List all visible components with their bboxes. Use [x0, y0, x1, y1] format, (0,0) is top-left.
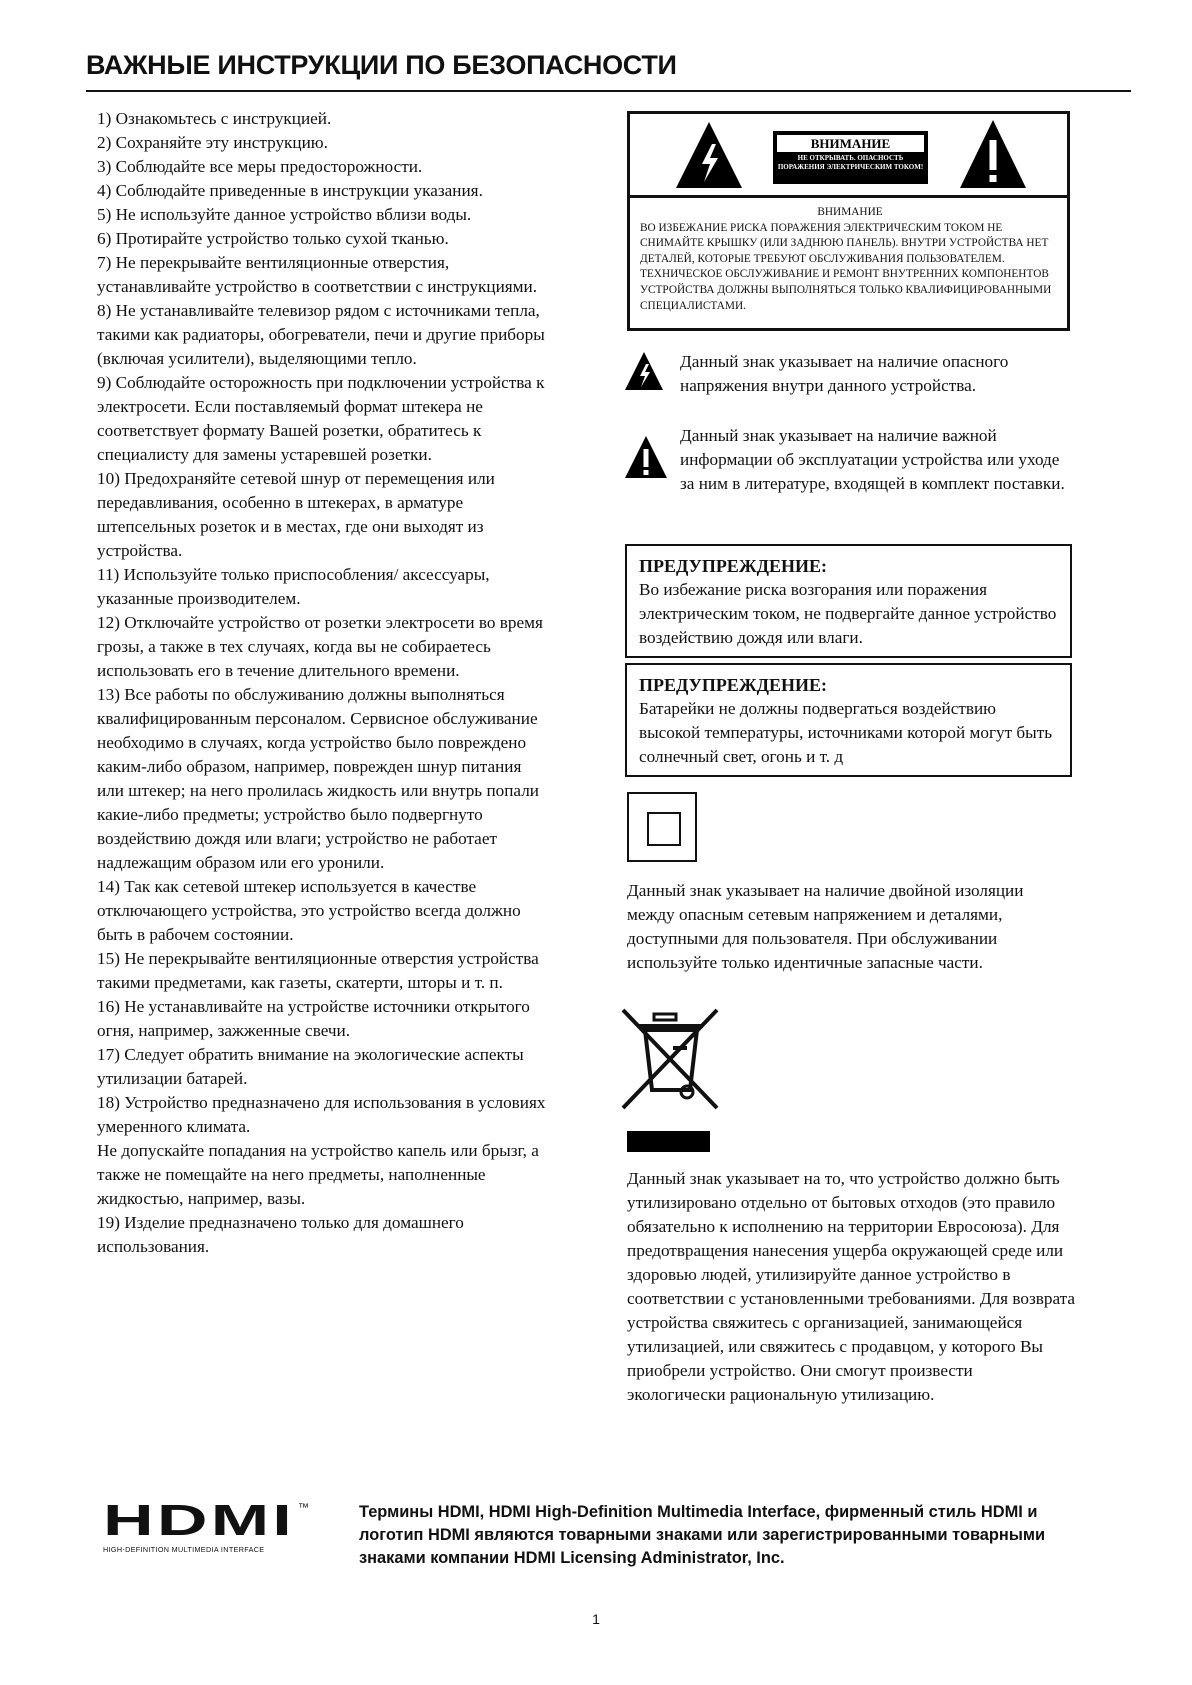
hdmi-tagline: HIGH-DEFINITION MULTIMEDIA INTERFACE: [103, 1545, 265, 1554]
caution-heading: ВНИМАНИЕ: [817, 206, 883, 218]
instruction-item: Не допускайте попадания на устройство капель или брызг, а также не помещайте на него предметы, наполненные жидкостью, например, вазы.: [97, 1141, 539, 1208]
instruction-item: 4) Соблюдайте приведенные в инструкции указания.: [97, 181, 483, 200]
page-number: 1: [592, 1611, 600, 1627]
instruction-item: 3) Соблюдайте все меры предосторожности.: [97, 157, 423, 176]
instructions-list: [97, 107, 552, 1259]
instruction-item: 2) Сохраняйте эту инструкцию.: [97, 133, 328, 152]
weee-bar: [627, 1131, 710, 1152]
hdmi-trademark-note: Термины HDMI, HDMI High-Definition Multimedia Interface, фирменный стиль HDMI и логотип HDMI являются товарными знаками или зарегистрированными товарными знаками компании HDMI Licensing Administrator, Inc.: [359, 1503, 1046, 1567]
warning-box-moisture: [625, 544, 1072, 658]
double-insulation-text: Данный знак указывает на наличие двойной изоляции между опасным сетевым напряжением и деталями, доступными для пользователя. При обслуживании используйте только идентичные запасные части.: [627, 881, 1024, 972]
hdmi-logo: [103, 1499, 313, 1539]
caution-label: [773, 131, 928, 184]
caution-panel-header: [630, 114, 1067, 198]
lightning-warning-icon: [623, 350, 665, 392]
warning-text: Во избежание риска возгорания или поражения электрическим током, не подвергайте данное устройство воздействию дождя или влаги.: [639, 580, 1057, 647]
instruction-item: 15) Не перекрывайте вентиляционные отверстия устройства такими предметами, как газеты, скатерти, шторы и т. п.: [97, 949, 539, 992]
caution-body: ВО ИЗБЕЖАНИЕ РИСКА ПОРАЖЕНИЯ ЭЛЕКТРИЧЕСКИМ ТОКОМ НЕ СНИМАЙТЕ КРЫШКУ (ИЛИ ЗАДНЮЮ ПАНЕЛЬ). ВНУТРИ УСТРОЙСТВА НЕТ ДЕТАЛЕЙ, КОТОРЫЕ ТРЕБУЮТ ОБСЛУЖИВАНИЯ ПОЛЬЗОВАТЕЛЕМ. ТЕХНИЧЕСКОЕ ОБСЛУЖИВАНИЕ И РЕМОНТ ВНУТРЕННИХ КОМПОНЕНТОВ УСТРОЙСТВА ДОЛЖНЫ ВЫПОЛНЯТЬСЯ ТОЛЬКО КВАЛИФИЦИРОВАННЫМИ СПЕЦИАЛИСТАМИ.: [640, 221, 1052, 312]
instruction-item: 8) Не устанавливайте телевизор рядом с источниками тепла, такими как радиаторы, обогреватели, печи и другие приборы (включая усилители), выделяющими тепло.: [97, 301, 545, 368]
double-insulation-icon: [627, 792, 697, 862]
instruction-item: 10) Предохраняйте сетевой шнур от перемещения или передавливания, особенно в штекерах, в арматуре штепсельных розеток и в местах, где они выходят из устройства.: [97, 469, 495, 560]
instruction-item: 9) Соблюдайте осторожность при подключении устройства к электросети. Если поставляемый формат штекера не соответствует формату Вашей розетки, обратитесь к специалисту для замены устаревшей розетки.: [97, 373, 545, 464]
instruction-item: 1) Ознакомьтесь с инструкцией.: [97, 109, 332, 128]
caution-text: [640, 205, 1060, 314]
info-symbol-text: Данный знак указывает на наличие важной информации об эксплуатации устройства или уходе за ним в литературе, входящей в комплект поставки.: [680, 426, 1065, 493]
crossed-bin-icon: [617, 1004, 725, 1114]
caution-panel: [627, 111, 1070, 331]
instruction-item: 11) Используйте только приспособления/ аксессуары, указанные производителем.: [97, 565, 490, 608]
title-rule: [86, 90, 1131, 92]
svg-text:HDMI: HDMI: [103, 1499, 295, 1539]
lightning-warning-icon: [674, 120, 744, 190]
instruction-item: 6) Протирайте устройство только сухой тканью.: [97, 229, 449, 248]
voltage-symbol-text: Данный знак указывает на наличие опасного напряжения внутри данного устройства.: [680, 352, 1009, 395]
instruction-item: 14) Так как сетевой штекер используется в качестве отключающего устройства, это устройство всегда должно быть в рабочем состоянии.: [97, 877, 521, 944]
warning-box-batteries: [625, 663, 1072, 777]
instruction-item: 13) Все работы по обслуживанию должны выполняться квалифицированным персоналом. Сервисное обслуживание необходимо в случаях, когда устройство было повреждено каким-либо образом, например, поврежден шнур питания или штекер; на него пролилась жидкость или внутрь попали какие-либо предметы; устройство было подвергнуто воздействию дождя или влаги; устройство не работает надлежащим образом или его уронили.: [97, 685, 539, 872]
caution-label-title: ВНИМАНИЕ: [777, 135, 924, 152]
instruction-item: 16) Не устанавливайте на устройстве источники открытого огня, например, зажженные свечи.: [97, 997, 530, 1040]
caution-label-subtitle: НЕ ОТКРЫВАТЬ. ОПАСНОСТЬ ПОРАЖЕНИЯ ЭЛЕКТРИЧЕСКИМ ТОКОМ!: [777, 154, 924, 171]
exclamation-warning-icon: [958, 118, 1028, 190]
warning-text: Батарейки не должны подвергаться воздействию высокой температуры, источниками которой могут быть солнечный свет, огонь и т. д: [639, 699, 1053, 766]
warning-title: ПРЕДУПРЕЖДЕНИЕ:: [639, 556, 828, 576]
warning-title: ПРЕДУПРЕЖДЕНИЕ:: [639, 675, 828, 695]
svg-text:™: ™: [298, 1502, 309, 1514]
instruction-item: 7) Не перекрывайте вентиляционные отверстия, устанавливайте устройство в соответствии с инструкциями.: [97, 253, 538, 296]
instruction-item: 12) Отключайте устройство от розетки электросети во время грозы, а также в тех случаях, когда вы не собираетесь использовать его в течение длительного времени.: [97, 613, 543, 680]
instruction-item: 18) Устройство предназначено для использования в условиях умеренного климата.: [97, 1093, 546, 1136]
instruction-item: 5) Не используйте данное устройство вблизи воды.: [97, 205, 472, 224]
exclamation-warning-icon: [623, 434, 669, 480]
instruction-item: 19) Изделие предназначено только для домашнего использования.: [97, 1213, 464, 1256]
page-title: ВАЖНЫЕ ИНСТРУКЦИИ ПО БЕЗОПАСНОСТИ: [86, 50, 677, 80]
instruction-item: 17) Следует обратить внимание на экологические аспекты утилизации батарей.: [97, 1045, 524, 1088]
weee-text: Данный знак указывает на то, что устройство должно быть утилизировано отдельно от бытовых отходов (это правило обязательно к исполнению на территории Евросоюза). Для предотвращения нанесения ущерба окружающей среде или здоровью людей, утилизируйте данное устройство в соответствии с установленными требованиями. Для возврата устройства свяжитесь с организацией, занимающейся утилизацией, или свяжитесь с продавцом, у которого Вы приобрели устройство. Они смогут произвести экологически рациональную утилизацию.: [627, 1169, 1076, 1404]
